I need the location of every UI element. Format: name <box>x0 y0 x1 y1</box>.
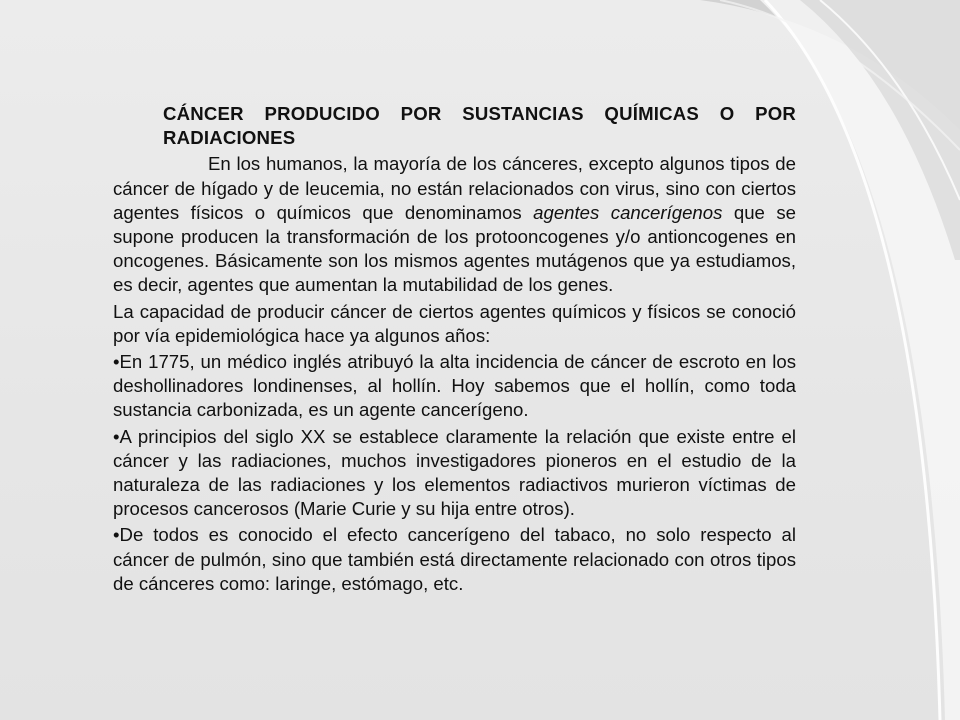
bullet-item-2 <box>113 425 796 522</box>
intro-italic-term: agentes cancerígenos <box>533 201 723 223</box>
bullet-text-1: En 1775, un médico inglés atribuyó la alta incidencia de cáncer de escroto en los deshollinadores londinenses, al hollín. Hoy sabemos que el hollín, como toda sustancia carbonizada, es un agente cancerígeno. <box>113 351 796 421</box>
intro-text-part2: que se supone producen la transformación de los protooncogenes y/o antioncogenes en oncogenes. Básicamente son los mismos agentes mutágenos que ya estudiamos, es decir, agentes que aumentan la mutabilidad de los genes. <box>113 201 796 296</box>
slide-title: CÁNCER PRODUCIDO POR SUSTANCIAS QUÍMICAS O POR RADIACIONES <box>163 103 796 149</box>
paragraph-2: La capacidad de producir cáncer de ciertos agentes químicos y físicos se conoció por vía epidemiológica hace ya algunos años: <box>113 300 796 346</box>
intro-text-part1: En los humanos, la mayoría de los cánceres, excepto algunos tipos de cáncer de hígado y de leucemia, no están relacionados con virus, sino con ciertos agentes físicos o químicos que denominamos <box>113 153 796 223</box>
intro-paragraph <box>113 152 796 297</box>
slide-content <box>113 102 796 598</box>
bullet-item-3 <box>113 523 796 596</box>
bullet-item-1 <box>113 350 796 423</box>
bullet-text-3: De todos es conocido el efecto cancerígeno del tabaco, no solo respecto al cáncer de pulmón, sino que también está directamente relacionado con otros tipos de cánceres como: laringe, estómago, etc. <box>113 524 796 594</box>
bullet-text-2: A principios del siglo XX se establece claramente la relación que existe entre el cáncer y las radiaciones, muchos investigadores pioneros en el estudio de la naturaleza de las radiaciones y los elementos radiactivos murieron víctimas de procesos cancerosos (Marie Curie y su hija entre otros). <box>113 425 796 520</box>
